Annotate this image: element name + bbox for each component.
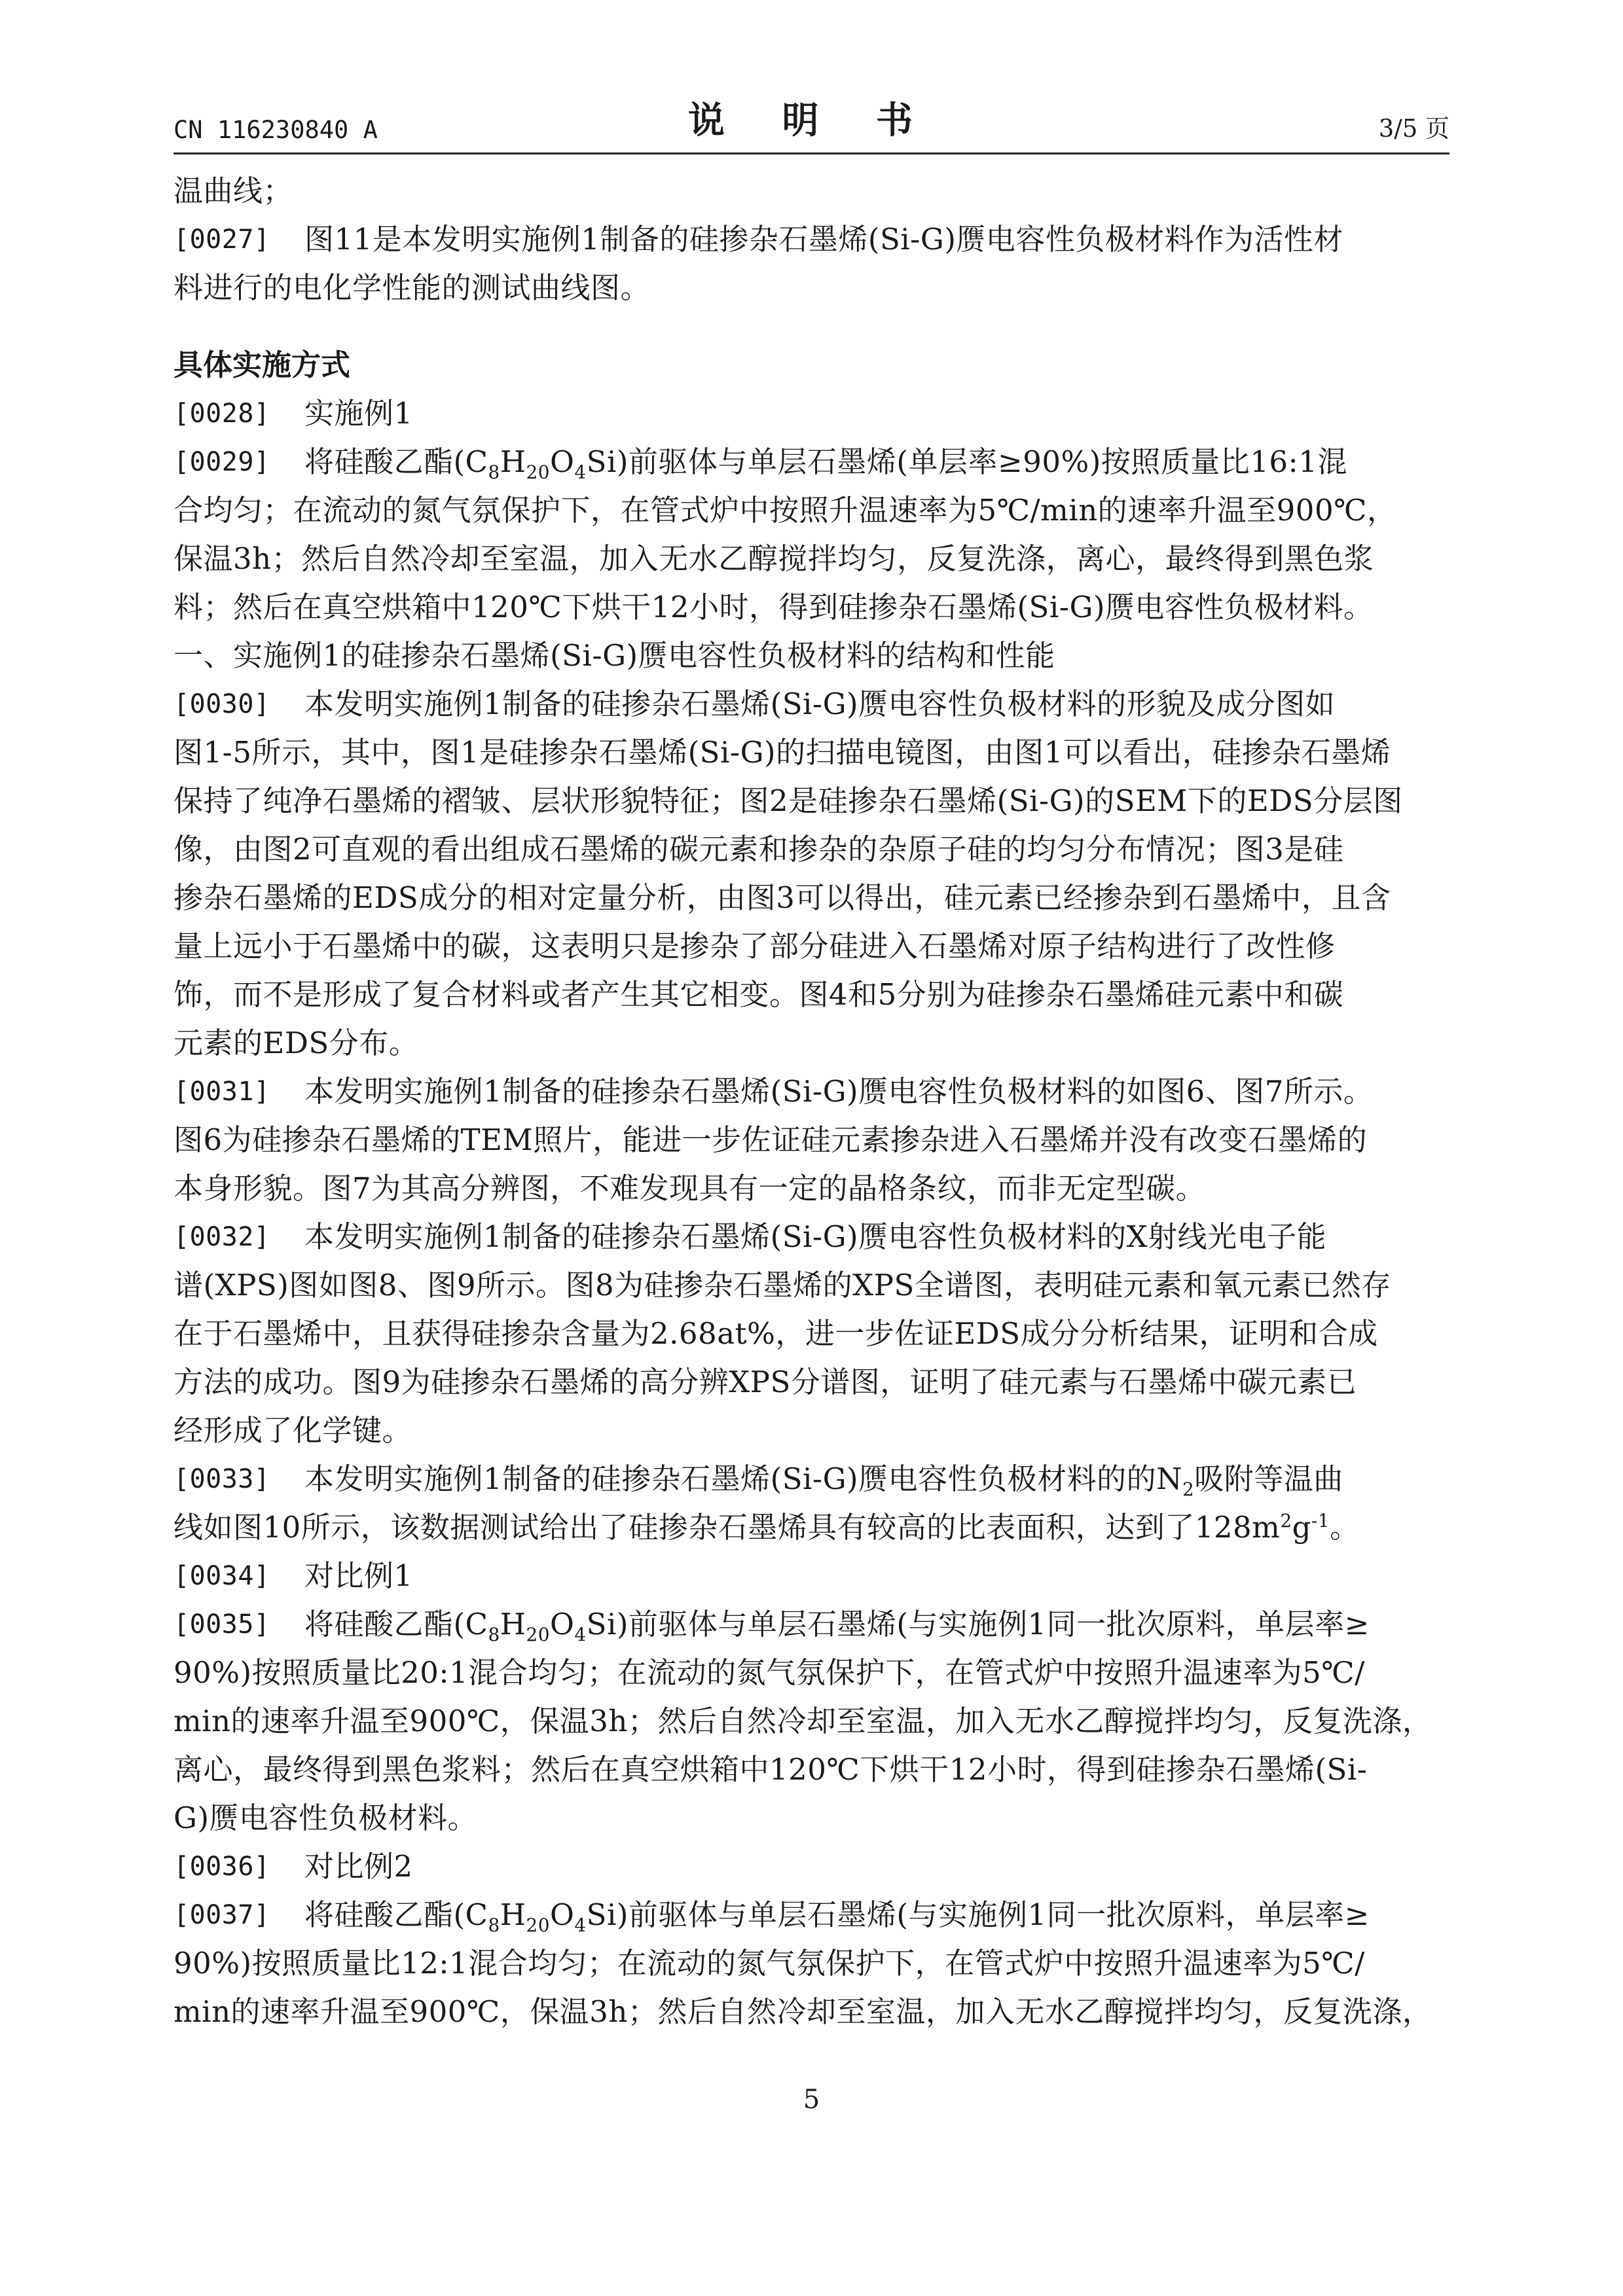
paragraph-line: 元素的EDS分布。: [173, 1026, 419, 1060]
paragraph-line: 经形成了化学键。: [173, 1413, 412, 1448]
continuation-line: 温曲线；: [173, 173, 293, 208]
paragraph-text: 本发明实施例1制备的硅掺杂石墨烯(Si-G)赝电容性负极材料的X射线光电子能: [304, 1219, 1327, 1254]
text-run: H: [500, 1607, 526, 1641]
paragraph-line: 合均匀；在流动的氮气氛保护下，在管式炉中按照升温速率为5℃/min的速率升温至900℃，: [173, 493, 1397, 528]
paragraph-line: 一、实施例1的硅掺杂石墨烯(Si-G)赝电容性负极材料的结构和性能: [173, 638, 1055, 673]
superscript: 2: [1280, 1510, 1292, 1532]
paragraph-line: 量上远小于石墨烯中的碳，这表明只是掺杂了部分硅进入石墨烯对原子结构进行了改性修: [173, 929, 1336, 963]
text-run: 将硅酸乙酯(C: [304, 444, 488, 479]
paragraph: [173, 1842, 1449, 1891]
paragraph-text: [304, 438, 1347, 486]
paragraph: [173, 1891, 1449, 2036]
subscript: 4: [574, 1624, 587, 1645]
subscript: 4: [574, 1914, 587, 1936]
paragraph-line: 图1-5所示，其中，图1是硅掺杂石墨烯(Si-G)的扫描电镜图，由图1可以看出，硅掺杂石墨烯: [173, 735, 1391, 770]
paragraph-line: 保持了纯净石墨烯的褶皱、层状形貌特征；图2是硅掺杂石墨烯(Si-G)的SEM下的EDS分层图: [173, 783, 1403, 818]
paragraph-number: [0037]: [173, 1900, 270, 1930]
paragraph-number: [0028]: [173, 399, 270, 429]
subscript: 4: [574, 461, 587, 483]
paragraph-first-line: [173, 680, 1449, 728]
paragraph-text: 对比例1: [304, 1558, 413, 1593]
text-run: H: [500, 444, 526, 479]
subscript: 20: [526, 1914, 550, 1936]
paragraph-line: 料；然后在真空烘箱中120℃下烘干12小时，得到硅掺杂石墨烯(Si-G)赝电容性负极材料。: [173, 590, 1374, 624]
paragraph-number: [0034]: [173, 1561, 270, 1591]
paragraph-text: 实施例1: [304, 396, 413, 431]
superscript: -1: [1311, 1510, 1330, 1532]
text-run: O: [550, 1897, 575, 1932]
paragraph-line: 图6为硅掺杂石墨烯的TEM照片，能进一步佐证硅元素掺杂进入石墨烯并没有改变石墨烯的: [173, 1122, 1368, 1157]
subscript: 8: [488, 1624, 500, 1645]
paragraph-number: [0031]: [173, 1077, 270, 1107]
paragraph-first-line: [173, 1891, 1449, 1939]
text-run: Si)前驱体与单层石墨烯(单层率≥90%)按照质量比16:1混: [586, 444, 1347, 479]
paragraph-first-line: [173, 1455, 1449, 1503]
page-indicator: 3/5 页: [1378, 115, 1450, 143]
paragraph-line: 在于石墨烯中，且获得硅掺杂含量为2.68at%，进一步佐证EDS成分分析结果，证明和合成: [173, 1316, 1378, 1351]
paragraph-first-line: [173, 389, 1449, 438]
subscript: 2: [1182, 1479, 1195, 1500]
paragraph-first-line: [173, 1213, 1449, 1261]
text-run: 将硅酸乙酯(C: [304, 1607, 488, 1641]
paragraph-text: [304, 1600, 1370, 1649]
paragraph: [173, 215, 1449, 312]
document-title: 说 明 书: [688, 99, 935, 142]
text-run: O: [550, 1607, 575, 1641]
paragraph-first-line: [173, 1842, 1449, 1891]
paragraph-line: 90%)按照质量比20:1混合均匀；在流动的氮气氛保护下，在管式炉中按照升温速率为5℃/: [173, 1655, 1365, 1690]
paragraph: [173, 1067, 1449, 1213]
paragraph: [173, 438, 1449, 680]
paragraph-line: 90%)按照质量比12:1混合均匀；在流动的氮气氛保护下，在管式炉中按照升温速率为5℃/: [173, 1946, 1365, 1981]
paragraph-number: [0035]: [173, 1609, 270, 1640]
paragraph-first-line: [173, 438, 1449, 486]
paragraph-first-line: [173, 1552, 1449, 1600]
subscript: 20: [526, 1624, 550, 1645]
paragraph: [173, 680, 1449, 1067]
text-run: 吸附等温曲: [1194, 1462, 1343, 1496]
paragraph: [173, 1213, 1449, 1455]
text-run: 线如图10所示，该数据测试给出了硅掺杂石墨烯具有较高的比表面积，达到了128m: [173, 1510, 1281, 1545]
paragraph-line: 掺杂石墨烯的EDS成分的相对定量分析，由图3可以得出，硅元素已经掺杂到石墨烯中，且含: [173, 880, 1391, 915]
paragraph-first-line: [173, 1600, 1449, 1649]
header-divider: [173, 152, 1450, 154]
page-header: [173, 98, 1450, 151]
paragraph-line: G)赝电容性负极材料。: [173, 1801, 478, 1835]
paragraph-line: [173, 1503, 1449, 1552]
paragraph-first-line: [173, 215, 1449, 264]
subscript: 8: [488, 461, 500, 483]
paragraph-text: 本发明实施例1制备的硅掺杂石墨烯(Si-G)赝电容性负极材料的如图6、图7所示。: [304, 1074, 1374, 1109]
paragraph-number: [0029]: [173, 447, 270, 477]
paragraph-line: 本身形貌。图7为其高分辨图，不难发现具有一定的晶格条纹，而非无定型碳。: [173, 1171, 1206, 1206]
paragraph-text: [304, 1455, 1343, 1503]
paragraph-line: 谱(XPS)图如图8、图9所示。图8为硅掺杂石墨烯的XPS全谱图，表明硅元素和氧元素已然存: [173, 1268, 1391, 1302]
text-run: Si)前驱体与单层石墨烯(与实施例1同一批次原料，单层率≥: [586, 1897, 1370, 1932]
paragraph: [173, 1552, 1449, 1600]
paragraph-text: [304, 1891, 1370, 1939]
paragraph-line: 饰，而不是形成了复合材料或者产生其它相变。图4和5分别为硅掺杂石墨烯硅元素中和碳: [173, 977, 1344, 1012]
paragraph-number: [0036]: [173, 1852, 270, 1882]
paragraph-line: 料进行的电化学性能的测试曲线图。: [173, 270, 651, 305]
paragraph-first-line: [173, 1067, 1449, 1116]
text-run: O: [550, 444, 575, 479]
paragraph-number: [0032]: [173, 1222, 270, 1252]
paragraph: [173, 1455, 1449, 1552]
paragraph-line: 离心，最终得到黑色浆料；然后在真空烘箱中120℃下烘干12小时，得到硅掺杂石墨烯(Si-: [173, 1752, 1368, 1787]
page-number: 5: [803, 2085, 820, 2115]
document-body: [173, 167, 1449, 2036]
paragraph-line: 保温3h；然后自然冷却至室温，加入无水乙醇搅拌均匀，反复洗涤，离心，最终得到黑色浆: [173, 541, 1374, 576]
text-run: g: [1292, 1510, 1311, 1545]
paragraph: [173, 1600, 1449, 1842]
paragraph-text: 本发明实施例1制备的硅掺杂石墨烯(Si-G)赝电容性负极材料的形貌及成分图如: [304, 687, 1336, 721]
paragraph-line: 像，由图2可直观的看出组成石墨烯的碳元素和掺杂的杂原子硅的均匀分布情况；图3是硅: [173, 832, 1344, 867]
paragraph-line: min的速率升温至900℃，保温3h；然后自然冷却至室温，加入无水乙醇搅拌均匀，反复洗涤，: [173, 1704, 1432, 1738]
text-run: 将硅酸乙酯(C: [304, 1897, 488, 1932]
paragraph-line: min的速率升温至900℃，保温3h；然后自然冷却至室温，加入无水乙醇搅拌均匀，反复洗涤，: [173, 1994, 1432, 2029]
text-run: Si)前驱体与单层石墨烯(与实施例1同一批次原料，单层率≥: [586, 1607, 1370, 1641]
paragraph-line: 方法的成功。图9为硅掺杂石墨烯的高分辨XPS分谱图，证明了硅元素与石墨烯中碳元素已: [173, 1365, 1357, 1399]
subscript: 20: [526, 461, 550, 483]
text-run: 。: [1330, 1510, 1360, 1545]
patent-number: CN 116230840 A: [173, 116, 378, 144]
paragraph-number: [0030]: [173, 689, 270, 719]
section-heading: 具体实施方式: [173, 348, 351, 382]
subscript: 8: [488, 1914, 500, 1936]
text-run: H: [500, 1897, 526, 1932]
paragraph: [173, 389, 1449, 438]
paragraph-number: [0033]: [173, 1464, 270, 1494]
paragraph-text: 图11是本发明实施例1制备的硅掺杂石墨烯(Si-G)赝电容性负极材料作为活性材: [304, 222, 1343, 257]
paragraph-text: 对比例2: [304, 1849, 413, 1884]
text-run: 本发明实施例1制备的硅掺杂石墨烯(Si-G)赝电容性负极材料的的N: [304, 1462, 1182, 1496]
paragraph-number: [0027]: [173, 224, 270, 255]
